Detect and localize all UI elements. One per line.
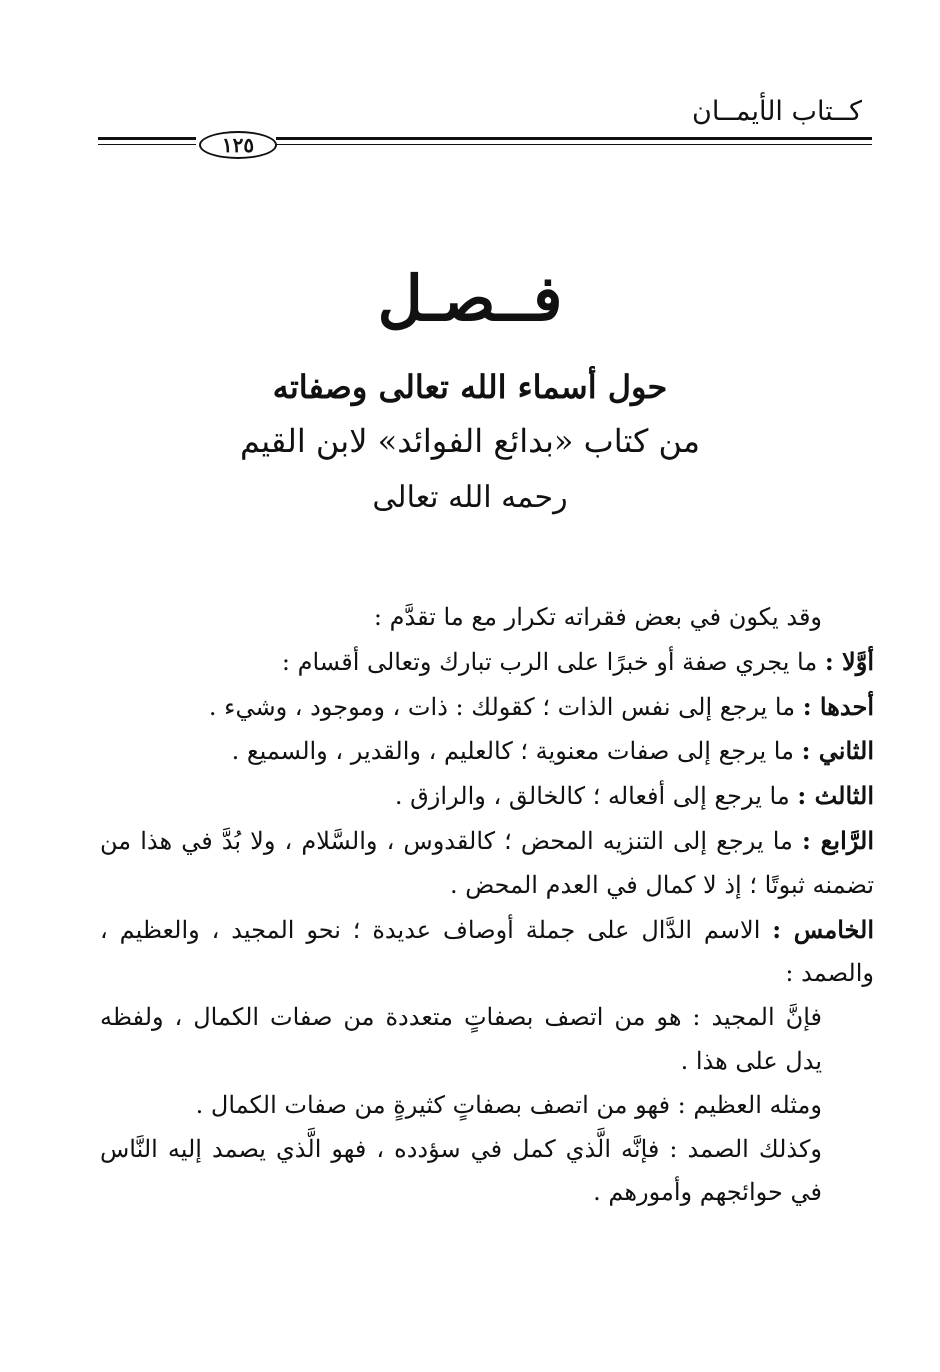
paragraph-text: ما يرجع إلى صفات معنوية ؛ كالعليم ، والقدير ، والسميع . — [231, 737, 802, 766]
running-header-title: كــتاب الأيمــان — [691, 96, 862, 127]
paragraph-text: ما يرجع إلى التنزيه المحض ؛ كالقدوس ، والسَّلام ، ولا بُدَّ في هذا من تضمنه ثبوتًا ؛ إذ لا كمال في العدم المحض . — [100, 826, 874, 899]
header-rule-right-thin — [276, 144, 872, 145]
chapter-word: فــصـل — [377, 262, 563, 335]
paragraph-text: الاسم الدَّال على جملة أوصاف عديدة ؛ نحو المجيد ، والعظيم ، والصمد : — [100, 915, 874, 988]
page-number-badge: ١٢٥ — [199, 131, 277, 159]
paragraph — [100, 729, 874, 774]
paragraph — [100, 908, 874, 997]
paragraph — [100, 1128, 874, 1216]
paragraph-lead: الخامس : — [772, 914, 874, 944]
paragraph — [100, 685, 874, 730]
paragraph-text: وقد يكون في بعض فقراته تكرار مع ما تقدَّم : — [373, 603, 822, 631]
paragraph-text: وكذلك الصمد : فإنَّه الَّذي كمل في سؤدده ، فهو الَّذي يصمد إليه النَّاس في حوائجهم وأمورهم . — [100, 1134, 822, 1207]
paragraph-text: فإنَّ المجيد : هو من اتصف بصفاتٍ متعددة من صفات الكمال ، ولفظه يدل على هذا . — [100, 1003, 822, 1075]
header-rule-right-thick — [276, 137, 872, 140]
header-rule-left-thick — [98, 137, 196, 140]
paragraph — [100, 596, 874, 640]
paragraph-lead: أحدها : — [802, 691, 874, 721]
header-rule-left-thin — [98, 144, 196, 145]
paragraph-text: ما يجري صفة أو خبرًا على الرب تبارك وتعالى أقسام : — [281, 647, 825, 676]
paragraph-text: ما يرجع إلى أفعاله ؛ كالخالق ، والرازق . — [394, 782, 798, 811]
paragraph-lead: أوَّلا : — [824, 646, 874, 676]
paragraph-lead: الثاني : — [801, 736, 874, 766]
paragraph-lead: الثالث : — [797, 781, 874, 811]
paragraph — [100, 640, 874, 685]
paragraph-text: ما يرجع إلى نفس الذات ؛ كقولك : ذات ، وموجود ، وشيء . — [208, 692, 803, 721]
chapter-title: حول أسماء الله تعالى وصفاته — [272, 368, 668, 406]
paragraph — [100, 819, 874, 908]
paragraph-text: ومثله العظيم : فهو من اتصف بصفاتٍ كثيرةٍ من صفات الكمال . — [195, 1090, 822, 1119]
paragraph — [100, 996, 874, 1084]
body-text — [100, 596, 874, 1215]
paragraph — [100, 774, 874, 819]
paragraph-lead: الرَّابع : — [801, 825, 874, 855]
chapter-honorific: رحمه الله تعالى — [372, 480, 568, 515]
chapter-source: من كتاب «بدائع الفوائد» لابن القيم — [239, 422, 701, 460]
paragraph — [100, 1084, 874, 1128]
